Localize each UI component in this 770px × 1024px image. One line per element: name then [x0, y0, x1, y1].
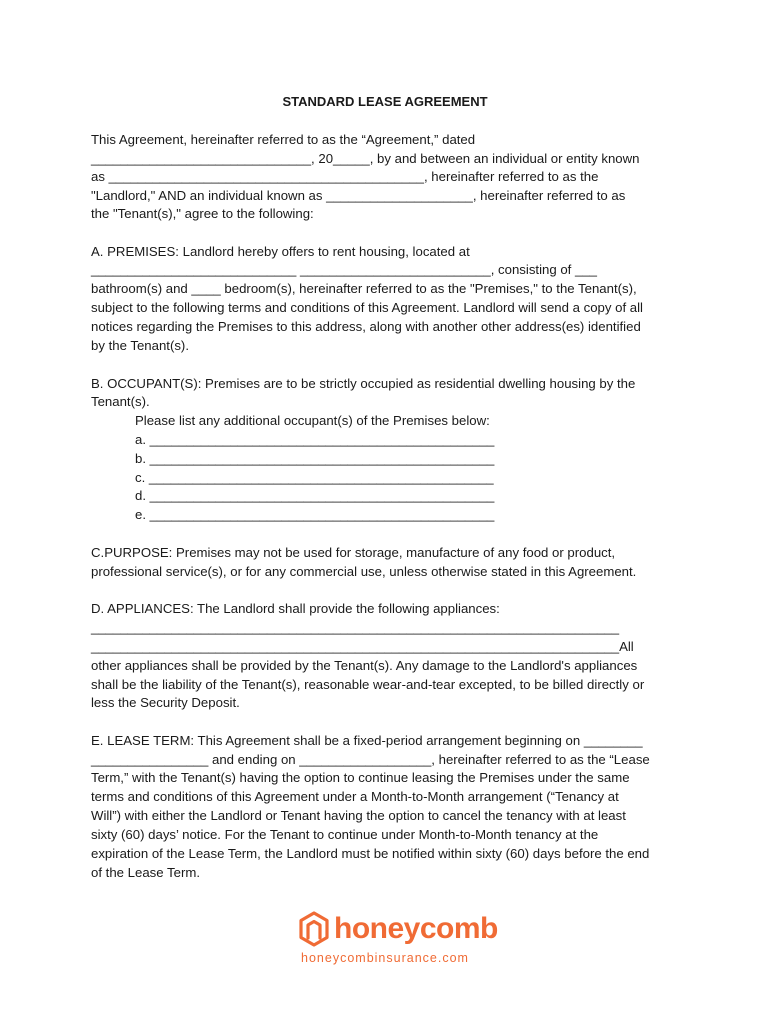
honeycomb-hexagon-icon	[298, 911, 330, 947]
appliances-line: less the Security Deposit.	[91, 695, 240, 710]
intro-line: ______________________________, 20_____, by and between an individual or entity known	[91, 151, 640, 166]
purpose-line: C.PURPOSE: Premises may not be used for storage, manufacture of any food or product,	[91, 545, 616, 560]
occupant-blank-line[interactable]: d. _______________________________________________	[135, 488, 495, 503]
lease-term-line: of the Lease Term.	[91, 865, 200, 880]
occupant-blank-line[interactable]: e. _______________________________________________	[135, 507, 495, 522]
honeycomb-logo	[298, 908, 498, 952]
lease-term-line: Will”) with either the Landlord or Tenant having the option to cancel the tenancy with at least	[91, 808, 626, 823]
lease-term-line: ________________ and ending on __________________, hereinafter referred to as the “Lease	[91, 752, 650, 767]
lease-term-line: sixty (60) days’ notice. For the Tenant to continue under Month-to-Month tenancy at the	[91, 827, 599, 842]
appliances-line: other appliances shall be provided by the Tenant(s). Any damage to the Landlord's appliances	[91, 658, 638, 673]
occupant-blank-line[interactable]: a. _______________________________________________	[135, 432, 495, 447]
brand-url[interactable]: honeycombinsurance.com	[301, 951, 469, 965]
appliances-line: D. APPLIANCES: The Landlord shall provide the following appliances:	[91, 601, 500, 616]
brand-name: honeycomb	[334, 912, 498, 945]
appliances-blank-line[interactable]: ________________________________________________________________________	[91, 620, 620, 635]
intro-line: the "Tenant(s)," agree to the following:	[91, 206, 314, 221]
intro-line: This Agreement, hereinafter referred to as the “Agreement,” dated	[91, 132, 476, 147]
premises-line: notices regarding the Premises to this address, along with another other address(es) identified	[91, 319, 641, 334]
occupants-instruction: Please list any additional occupant(s) of the Premises below:	[135, 413, 490, 428]
appliances-blank-line[interactable]: ________________________________________________________________________All	[91, 639, 634, 654]
occupants-line: Tenant(s).	[91, 394, 150, 409]
premises-line: bathroom(s) and ____ bedroom(s), hereinafter referred to as the "Premises," to the Tenant(s),	[91, 281, 637, 296]
premises-line: by the Tenant(s).	[91, 338, 189, 353]
intro-line: "Landlord," AND an individual known as ____________________, hereinafter referred to as	[91, 188, 626, 203]
lease-term-line: Term,” with the Tenant(s) having the option to continue leasing the Premises under the same	[91, 770, 630, 785]
occupants-line: B. OCCUPANT(S): Premises are to be strictly occupied as residential dwelling housing by the	[91, 376, 636, 391]
appliances-line: shall be the liability of the Tenant(s), reasonable wear-and-tear excepted, to be billed directly or	[91, 677, 645, 692]
lease-term-line: E. LEASE TERM: This Agreement shall be a fixed-period arrangement beginning on ________	[91, 733, 643, 748]
premises-line: subject to the following terms and conditions of this Agreement. Landlord will send a copy of all	[91, 300, 643, 315]
occupant-blank-line[interactable]: c. _______________________________________________	[135, 470, 494, 485]
purpose-line: professional service(s), or for any commercial use, unless otherwise stated in this Agreement.	[91, 564, 637, 579]
premises-line: ____________________________ __________________________, consisting of ___	[91, 262, 598, 277]
occupant-blank-line[interactable]: b. _______________________________________________	[135, 451, 495, 466]
lease-term-line: expiration of the Lease Term, the Landlord must be notified within sixty (60) days before the end	[91, 846, 650, 861]
premises-line: A. PREMISES: Landlord hereby offers to rent housing, located at	[91, 244, 470, 259]
document-title: STANDARD LEASE AGREEMENT	[282, 94, 488, 109]
intro-line: as ___________________________________________, hereinafter referred to as the	[91, 169, 599, 184]
lease-term-line: terms and conditions of this Agreement under a Month-to-Month arrangement (“Tenancy at	[91, 789, 619, 804]
